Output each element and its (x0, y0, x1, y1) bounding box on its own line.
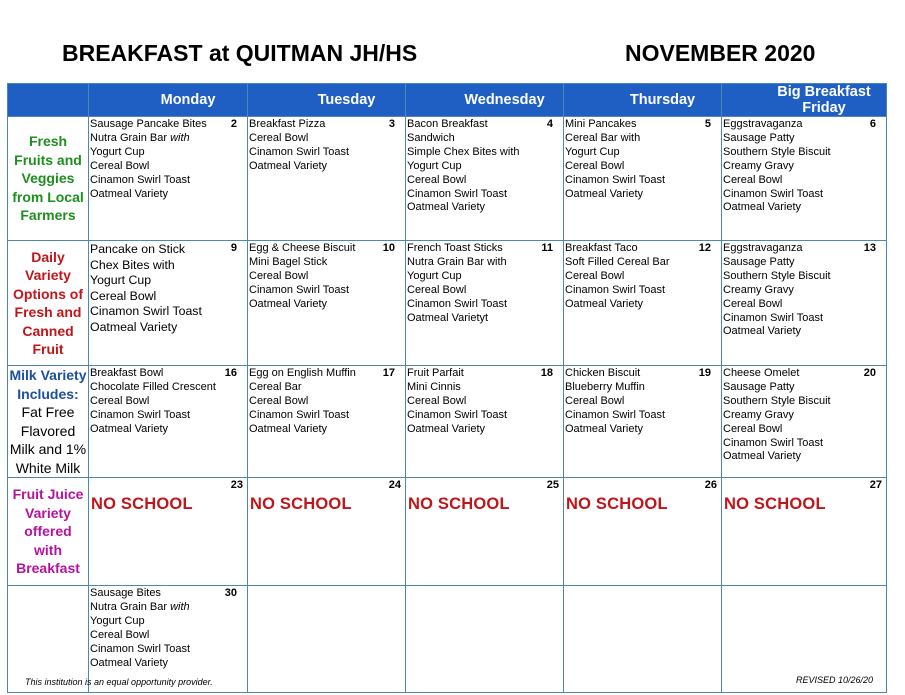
side-note (8, 366, 89, 478)
side-note-line: Includes: (17, 385, 79, 402)
menu-item: Cereal Bowl (249, 269, 309, 282)
day-cell (248, 478, 406, 586)
menu-item: Cinamon Swirl Toast (90, 408, 191, 421)
menu-item: Cinamon Swirl Toast (407, 187, 508, 200)
day-number: 18 (540, 367, 553, 379)
side-note-line: Fruit Juice (12, 486, 84, 503)
menu-items (722, 241, 886, 339)
footer-equal-opportunity: This institution is an equal opportunity provider. (25, 677, 213, 687)
menu-items (89, 117, 247, 201)
menu-item: Cereal Bowl (565, 269, 625, 282)
menu-item: Bacon Breakfast (407, 118, 488, 130)
menu-item: Cereal Bowl (90, 288, 157, 303)
day-cell (722, 117, 887, 241)
day-number: 19 (698, 367, 711, 379)
side-note-line: Variety (25, 267, 71, 283)
day-number: 10 (382, 242, 395, 254)
side-note (8, 478, 89, 586)
menu-items (406, 366, 563, 437)
menu-item: Breakfast Pizza (249, 118, 326, 130)
day-number: 11 (541, 242, 553, 254)
no-school-label: NO SCHOOL (250, 495, 352, 513)
menu-item: Sandwich (407, 131, 455, 144)
menu-item: Cinamon Swirl Toast (90, 173, 191, 186)
side-note-line: Variety (25, 504, 71, 521)
menu-item: Cereal Bar (249, 380, 302, 393)
menu-item: Cinamon Swirl Toast (407, 297, 508, 310)
no-school-label: NO SCHOOL (566, 495, 668, 513)
menu-item: Oatmeal Variety (90, 187, 169, 200)
day-cell (89, 117, 248, 241)
menu-item: Cereal Bowl (90, 628, 150, 641)
menu-items (564, 117, 721, 201)
menu-item: Oatmeal Variety (723, 325, 802, 338)
menu-item: Oatmeal Variety (90, 422, 169, 435)
side-note-line: offered (24, 523, 72, 540)
menu-items (722, 366, 886, 464)
menu-item: Oatmeal Varietyt (407, 311, 489, 324)
side-note-line: Breakfast (16, 560, 80, 577)
menu-item: Pancake on Stick (90, 242, 186, 256)
day-header-wednesday: Wednesday (406, 84, 564, 117)
menu-item: Oatmeal Variety (249, 159, 328, 172)
week-row (8, 366, 887, 478)
menu-item: Cinamon Swirl Toast (407, 408, 508, 421)
menu-item: Eggstravaganza (723, 242, 803, 254)
day-cell (722, 366, 887, 478)
menu-item: Cinamon Swirl Toast (249, 145, 350, 158)
menu-item: Yogurt Cup (565, 145, 620, 158)
side-note-line: Fresh and (14, 304, 82, 320)
menu-item: Cinamon Swirl Toast (565, 173, 666, 186)
day-header-thursday: Thursday (564, 84, 722, 117)
menu-item: Cereal Bowl (407, 283, 467, 296)
breakfast-calendar (7, 83, 887, 693)
day-header-friday: Big Breakfast Friday (722, 84, 887, 117)
menu-items (248, 117, 405, 174)
day-number: 23 (230, 479, 243, 491)
side-note-line: Fat Free (21, 404, 75, 420)
menu-item: Creamy Gravy (723, 408, 794, 421)
menu-item: Sausage Patty (723, 131, 795, 144)
side-note-line: Farmers (20, 207, 76, 224)
day-number: 3 (388, 118, 395, 130)
side-note-line: Veggies (21, 170, 75, 187)
day-number: 5 (704, 118, 711, 130)
menu-item: Creamy Gravy (723, 159, 794, 172)
day-number: 27 (869, 479, 882, 491)
day-number: 6 (869, 118, 876, 130)
menu-item: Cinamon Swirl Toast (723, 187, 824, 200)
day-cell (89, 366, 248, 478)
menu-item: Fruit Parfait (407, 367, 464, 379)
day-number: 26 (704, 479, 717, 491)
menu-items (564, 241, 721, 312)
menu-item: Cinamon Swirl Toast (249, 283, 350, 296)
menu-item: Southern Style Biscuit (723, 394, 831, 407)
day-number: 24 (388, 479, 401, 491)
empty-day-cell (248, 586, 406, 693)
menu-items (564, 366, 721, 437)
day-cell (564, 366, 722, 478)
menu-item: Cereal Bowl (565, 394, 625, 407)
day-cell (406, 478, 564, 586)
menu-item: Sausage Pancake Bites (90, 118, 207, 130)
menu-item: Chocolate Filled Crescent (90, 380, 216, 393)
menu-item: Yogurt Cup (407, 159, 462, 172)
side-note-line: Fruits and (14, 151, 82, 168)
day-cell (564, 241, 722, 366)
day-cell (406, 117, 564, 241)
menu-item: Cereal Bowl (90, 159, 150, 172)
corner-header (8, 84, 89, 117)
menu-item: Oatmeal Variety (249, 297, 328, 310)
menu-item: Cinamon Swirl Toast (565, 283, 666, 296)
week-row (8, 478, 887, 586)
side-note-line: Fresh (28, 133, 68, 150)
side-note-line: Canned (22, 322, 74, 339)
week-row (8, 117, 887, 241)
menu-item: Cinamon Swirl Toast (723, 311, 824, 324)
menu-item: Cereal Bowl (723, 297, 783, 310)
day-cell (406, 366, 564, 478)
day-header-monday: Monday (89, 84, 248, 117)
menu-item: Soft Filled Cereal Bar (565, 255, 670, 268)
menu-item: Cinamon Swirl Toast (723, 436, 824, 449)
menu-item: Cereal Bowl (249, 131, 309, 144)
menu-item: Sausage Bites (90, 587, 161, 599)
day-number: 13 (863, 242, 876, 254)
footer-revised: REVISED 10/26/20 (796, 675, 874, 685)
menu-item: Oatmeal Variety (249, 422, 328, 435)
side-note (8, 241, 89, 366)
side-note-line: from Local (12, 188, 84, 205)
day-cell (89, 478, 248, 586)
menu-item: Simple Chex Bites with (407, 145, 520, 158)
empty-day-cell (406, 586, 564, 693)
menu-item: Yogurt Cup (90, 145, 145, 158)
side-note-line: with (34, 541, 62, 558)
day-cell (722, 241, 887, 366)
day-cell (248, 241, 406, 366)
day-cell (89, 241, 248, 366)
day-number: 16 (224, 367, 237, 379)
menu-items (89, 241, 247, 335)
day-number: 12 (698, 242, 711, 254)
menu-item: Cereal Bowl (90, 394, 150, 407)
menu-item: Oatmeal Variety (723, 201, 802, 214)
menu-item: Yogurt Cup (407, 269, 462, 282)
menu-item: Cereal Bowl (565, 159, 625, 172)
menu-items (248, 366, 405, 437)
menu-item: Oatmeal Variety (565, 297, 644, 310)
menu-item: Creamy Gravy (723, 283, 794, 296)
side-note-line: White Milk (15, 459, 81, 476)
no-school-label: NO SCHOOL (724, 495, 826, 513)
day-cell (564, 478, 722, 586)
menu-item: Southern Style Biscuit (723, 145, 831, 158)
empty-day-cell (564, 586, 722, 693)
menu-item: Mini Cinnis (407, 380, 461, 393)
day-header-tuesday: Tuesday (248, 84, 406, 117)
menu-item: Oatmeal Variety (90, 656, 169, 669)
menu-item: Cinamon Swirl Toast (249, 408, 350, 421)
menu-item: Mini Pancakes (565, 118, 637, 130)
side-note-line: Fruit (32, 341, 64, 357)
day-number: 30 (224, 587, 237, 599)
menu-item: Cheese Omelet (723, 367, 800, 379)
menu-item: Cinamon Swirl Toast (90, 642, 191, 655)
menu-item: Blueberry Muffin (565, 380, 645, 393)
side-note-line: Daily (31, 248, 65, 265)
menu-item: Cinamon Swirl Toast (90, 304, 202, 318)
menu-item: Cereal Bowl (249, 394, 309, 407)
menu-item: Oatmeal Variety (90, 319, 178, 334)
menu-item: Cinamon Swirl Toast (565, 408, 666, 421)
menu-items (722, 117, 886, 215)
menu-item: Mini Bagel Stick (249, 255, 328, 268)
day-cell (248, 366, 406, 478)
menu-item: Nutra Grain Bar with (90, 600, 190, 613)
day-cell (406, 241, 564, 366)
day-cell (564, 117, 722, 241)
menu-item: Eggstravaganza (723, 118, 803, 130)
day-number: 4 (546, 118, 553, 130)
menu-item: Cereal Bowl (407, 394, 467, 407)
day-cell (248, 117, 406, 241)
menu-items (406, 117, 563, 215)
side-note-line: Flavored (20, 422, 76, 439)
menu-item: Oatmeal Variety (565, 422, 644, 435)
menu-item: Cereal Bowl (723, 173, 783, 186)
menu-item: Cereal Bowl (407, 173, 467, 186)
menu-item: Chicken Biscuit (565, 367, 641, 379)
month-title: NOVEMBER 2020 (625, 40, 816, 66)
menu-item: Sausage Patty (723, 380, 795, 393)
menu-items (89, 366, 247, 437)
no-school-label: NO SCHOOL (91, 495, 193, 513)
menu-item: Oatmeal Variety (565, 187, 644, 200)
menu-item: Nutra Grain Bar with (407, 255, 507, 268)
menu-item: Yogurt Cup (90, 614, 145, 627)
menu-items (406, 241, 563, 325)
day-number: 2 (230, 118, 237, 130)
side-note-line: Milk and 1% (9, 441, 87, 457)
menu-item: French Toast Sticks (407, 242, 503, 254)
menu-item: Breakfast Taco (565, 242, 638, 254)
day-number: 25 (546, 479, 559, 491)
menu-item: Breakfast Bowl (90, 367, 164, 379)
side-note (8, 117, 89, 241)
no-school-label: NO SCHOOL (408, 495, 510, 513)
menu-item: Nutra Grain Bar with (90, 131, 190, 144)
menu-item: Southern Style Biscuit (723, 269, 831, 282)
day-number: 9 (230, 242, 237, 254)
menu-item: Oatmeal Variety (407, 422, 486, 435)
menu-item: Sausage Patty (723, 255, 795, 268)
side-note-line: Options of (13, 285, 83, 302)
menu-item: Cereal Bar with (565, 131, 641, 144)
day-cell (722, 478, 887, 586)
week-row (8, 241, 887, 366)
side-note-line: Milk Variety (9, 367, 87, 383)
menu-item: Egg on English Muffin (249, 367, 356, 379)
page-title: BREAKFAST at QUITMAN JH/HS (62, 40, 418, 66)
day-number: 20 (863, 367, 876, 379)
menu-item: Oatmeal Variety (407, 201, 486, 214)
menu-items (89, 586, 247, 670)
menu-item: Cereal Bowl (723, 422, 783, 435)
menu-item: Chex Bites with (90, 257, 175, 272)
menu-item: Yogurt Cup (90, 273, 152, 287)
day-number: 17 (382, 367, 395, 379)
menu-items (248, 241, 405, 312)
menu-item: Egg & Cheese Biscuit (249, 242, 356, 254)
menu-item: Oatmeal Variety (723, 450, 802, 463)
